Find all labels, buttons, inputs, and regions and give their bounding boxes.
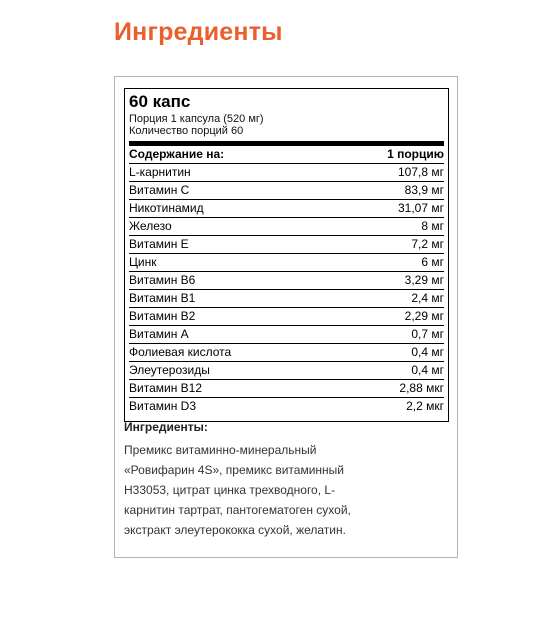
ingredients-line: карнитин тартрат, пантогематоген сухой, (124, 503, 351, 517)
nutrient-name: Цинк (129, 255, 157, 269)
nutrient-row (129, 290, 444, 308)
serving-size: Порция 1 капсула (520 мг) (129, 113, 264, 125)
nutrient-name: Витамин С (129, 183, 190, 197)
nutrient-row (129, 344, 444, 362)
nutrient-amount: 2,2 мкг (406, 399, 444, 413)
nutrient-amount: 3,29 мг (404, 273, 444, 287)
nutrient-amount: 2,29 мг (404, 309, 444, 323)
nutrient-name: Фолиевая кислота (129, 345, 232, 359)
nutrient-name: Витамин В6 (129, 273, 196, 287)
nutrient-name: Витамин В1 (129, 291, 196, 305)
ingredients-block (124, 420, 449, 540)
nutrient-row (129, 182, 444, 200)
nutrient-name: Витамин В2 (129, 309, 196, 323)
nutrient-amount: 2,4 мг (411, 291, 444, 305)
nutrient-row (129, 218, 444, 236)
nutrient-row (129, 362, 444, 380)
nutrient-name: Никотинамид (129, 201, 204, 215)
ingredients-line: «Ровифарин 4S», премикс витаминный (124, 463, 344, 477)
nutrient-name: Элеутерозиды (129, 363, 210, 377)
nutrient-row (129, 272, 444, 290)
nutrient-name: Витамин В12 (129, 381, 203, 395)
ingredients-line: Премикс витаминно-минеральный (124, 443, 317, 457)
nutrient-amount: 7,2 мг (411, 237, 444, 251)
nutrient-name: Железо (129, 219, 172, 233)
ingredients-line: Н33053, цитрат цинка трехводного, L- (124, 483, 336, 497)
nutrient-row (129, 200, 444, 218)
nutrient-row (129, 308, 444, 326)
supplement-label-panel (114, 76, 458, 558)
facts-rows (129, 164, 444, 415)
nutrient-name: Витамин Е (129, 237, 189, 251)
supplement-facts-table (124, 88, 449, 422)
ingredients-heading: Ингредиенты: (124, 420, 208, 434)
nutrient-amount: 83,9 мг (404, 183, 444, 197)
nutrient-amount: 8 мг (421, 219, 444, 233)
header-name: Содержание на: (129, 147, 225, 161)
nutrient-row (129, 236, 444, 254)
nutrient-row (129, 398, 444, 415)
nutrient-amount: 31,07 мг (398, 201, 444, 215)
servings-count: Количество порций 60 (129, 125, 244, 137)
ingredients-line: экстракт элеутерококка сухой, желатин. (124, 523, 346, 537)
nutrient-amount: 0,4 мг (411, 345, 444, 359)
nutrient-name: Витамин D3 (129, 399, 196, 413)
nutrient-amount: 2,88 мкг (399, 381, 444, 395)
nutrient-name: L-карнитин (129, 165, 191, 179)
ingredients-text (124, 440, 449, 540)
page-title: Ингредиенты (114, 18, 283, 46)
facts-header-row (129, 146, 444, 164)
nutrient-row (129, 380, 444, 398)
facts-title: 60 капс (129, 92, 191, 111)
nutrient-row (129, 164, 444, 182)
nutrient-amount: 107,8 мг (398, 165, 444, 179)
nutrient-name: Витамин А (129, 327, 189, 341)
nutrient-amount: 0,7 мг (411, 327, 444, 341)
nutrient-row (129, 254, 444, 272)
nutrient-row (129, 326, 444, 344)
nutrient-amount: 0,4 мг (411, 363, 444, 377)
header-value: 1 порцию (387, 147, 444, 161)
nutrient-amount: 6 мг (421, 255, 444, 269)
